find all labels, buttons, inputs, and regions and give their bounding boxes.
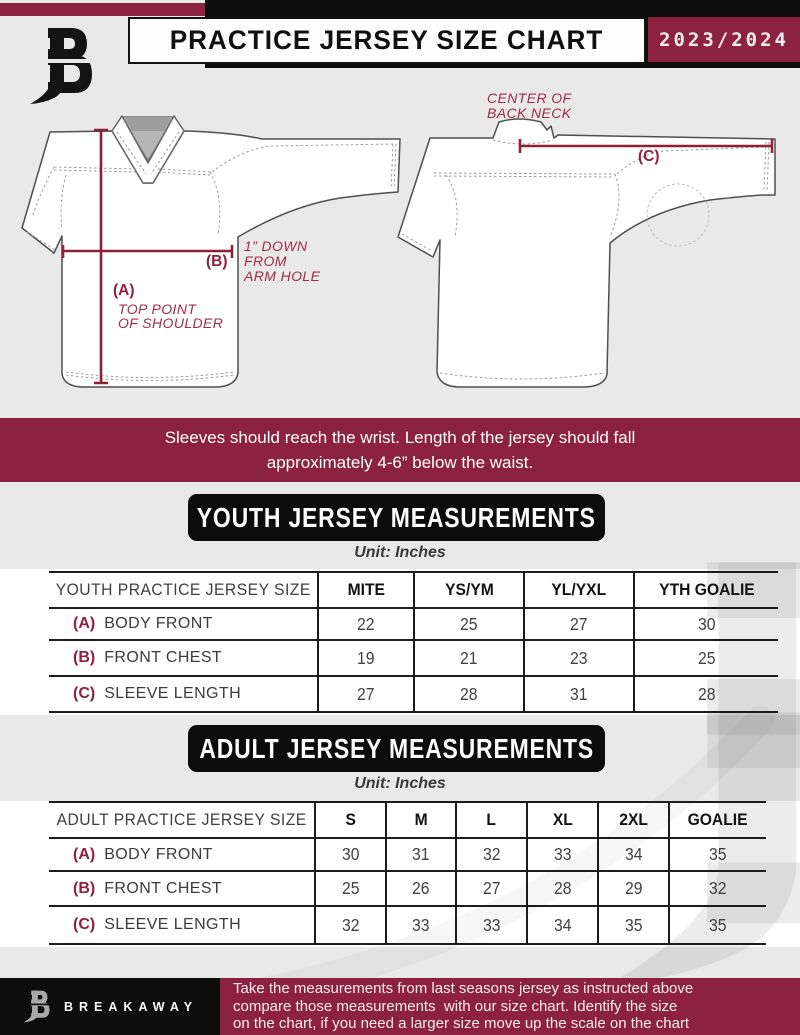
diagram-label-a: (A) xyxy=(113,282,135,299)
diagram-caption-a1: TOP POINT xyxy=(118,301,197,317)
front-neck-shadow xyxy=(124,117,172,131)
youth-section-heading: YOUTH JERSEY MEASUREMENTS xyxy=(197,501,596,533)
youth-col-size: YOUTH PRACTICE JERSEY SIZE xyxy=(55,580,311,599)
youth-col-ysym: YS/YM xyxy=(444,580,494,599)
diagram-caption-c2: BACK NECK xyxy=(487,105,572,121)
jersey-diagrams xyxy=(0,85,800,415)
adult-section-heading: ADULT JERSEY MEASUREMENTS xyxy=(199,732,594,764)
table-row: (A) BODY FRONT 22 25 27 30 xyxy=(49,609,778,641)
diagram-caption-c1: CENTER OF xyxy=(487,90,572,106)
back-jersey-body xyxy=(398,119,775,387)
footer-note-line1: Take the measurements from last seasons jersey as instructed above xyxy=(233,980,694,998)
table-row: (C) SLEEVE LENGTH 27 28 31 28 xyxy=(49,677,778,713)
diagram-label-c: (C) xyxy=(638,148,660,165)
diagram-caption-b3: ARM HOLE xyxy=(244,268,321,284)
header-maroon-stripe xyxy=(0,3,205,16)
diagram-caption-a2: OF SHOULDER xyxy=(118,315,224,331)
table-row: (A) BODY FRONT 30 31 32 33 34 35 xyxy=(49,839,766,872)
back-jersey xyxy=(398,119,775,387)
footer-note-line3: on the chart, if you need a larger size move up the scale on the chart xyxy=(233,1015,690,1033)
youth-header-row xyxy=(49,573,778,609)
fit-notice-line2: approximately 4-6” below the waist. xyxy=(266,453,534,472)
footer-brand-name: BREAKAWAY xyxy=(64,999,199,1014)
adult-col-m: M xyxy=(414,810,428,829)
adult-col-xl: XL xyxy=(552,810,573,829)
season-label: 2023/2024 xyxy=(659,28,789,51)
footer-note-line2: compare those measurements with our size chart. Identify the size xyxy=(233,997,678,1015)
diagram-caption-b1: 1” DOWN xyxy=(244,238,308,254)
youth-col-ylyxl: YL/YXL xyxy=(551,580,607,599)
adult-section-banner xyxy=(188,725,605,772)
table-row: (B) FRONT CHEST 25 26 27 28 29 32 xyxy=(49,872,766,907)
page-title: PRACTICE JERSEY SIZE CHART xyxy=(170,25,604,55)
page-title-box xyxy=(128,17,646,64)
diagram-caption-b2: FROM xyxy=(244,253,287,269)
youth-unit-label: Unit: Inches xyxy=(354,544,446,561)
adult-col-goalie: GOALIE xyxy=(688,810,748,829)
fit-notice-line1: Sleeves should reach the wrist. Length of the jersey should fall xyxy=(164,428,636,447)
season-badge xyxy=(648,17,800,62)
footer-brand-block xyxy=(0,978,220,1035)
footer-breakaway-logo xyxy=(22,989,52,1024)
table-row: (B) FRONT CHEST 19 21 23 25 xyxy=(49,641,778,677)
youth-size-table xyxy=(49,571,778,713)
youth-col-goalie: YTH GOALIE xyxy=(658,580,755,599)
footer-instructions xyxy=(220,978,800,1035)
adult-col-l: L xyxy=(486,810,497,829)
adult-header-row xyxy=(49,803,766,839)
youth-col-mite: MITE xyxy=(347,580,385,599)
adult-col-s: S xyxy=(345,810,356,829)
diagram-label-b: (B) xyxy=(206,253,228,270)
adult-col-size: ADULT PRACTICE JERSEY SIZE xyxy=(56,810,307,829)
adult-size-table xyxy=(49,801,766,945)
adult-unit-label: Unit: Inches xyxy=(354,775,446,792)
youth-section-banner xyxy=(188,494,605,541)
table-row: (C) SLEEVE LENGTH 32 33 33 34 35 35 xyxy=(49,907,766,945)
adult-col-2xl: 2XL xyxy=(619,810,648,829)
fit-notice-banner xyxy=(0,418,800,482)
